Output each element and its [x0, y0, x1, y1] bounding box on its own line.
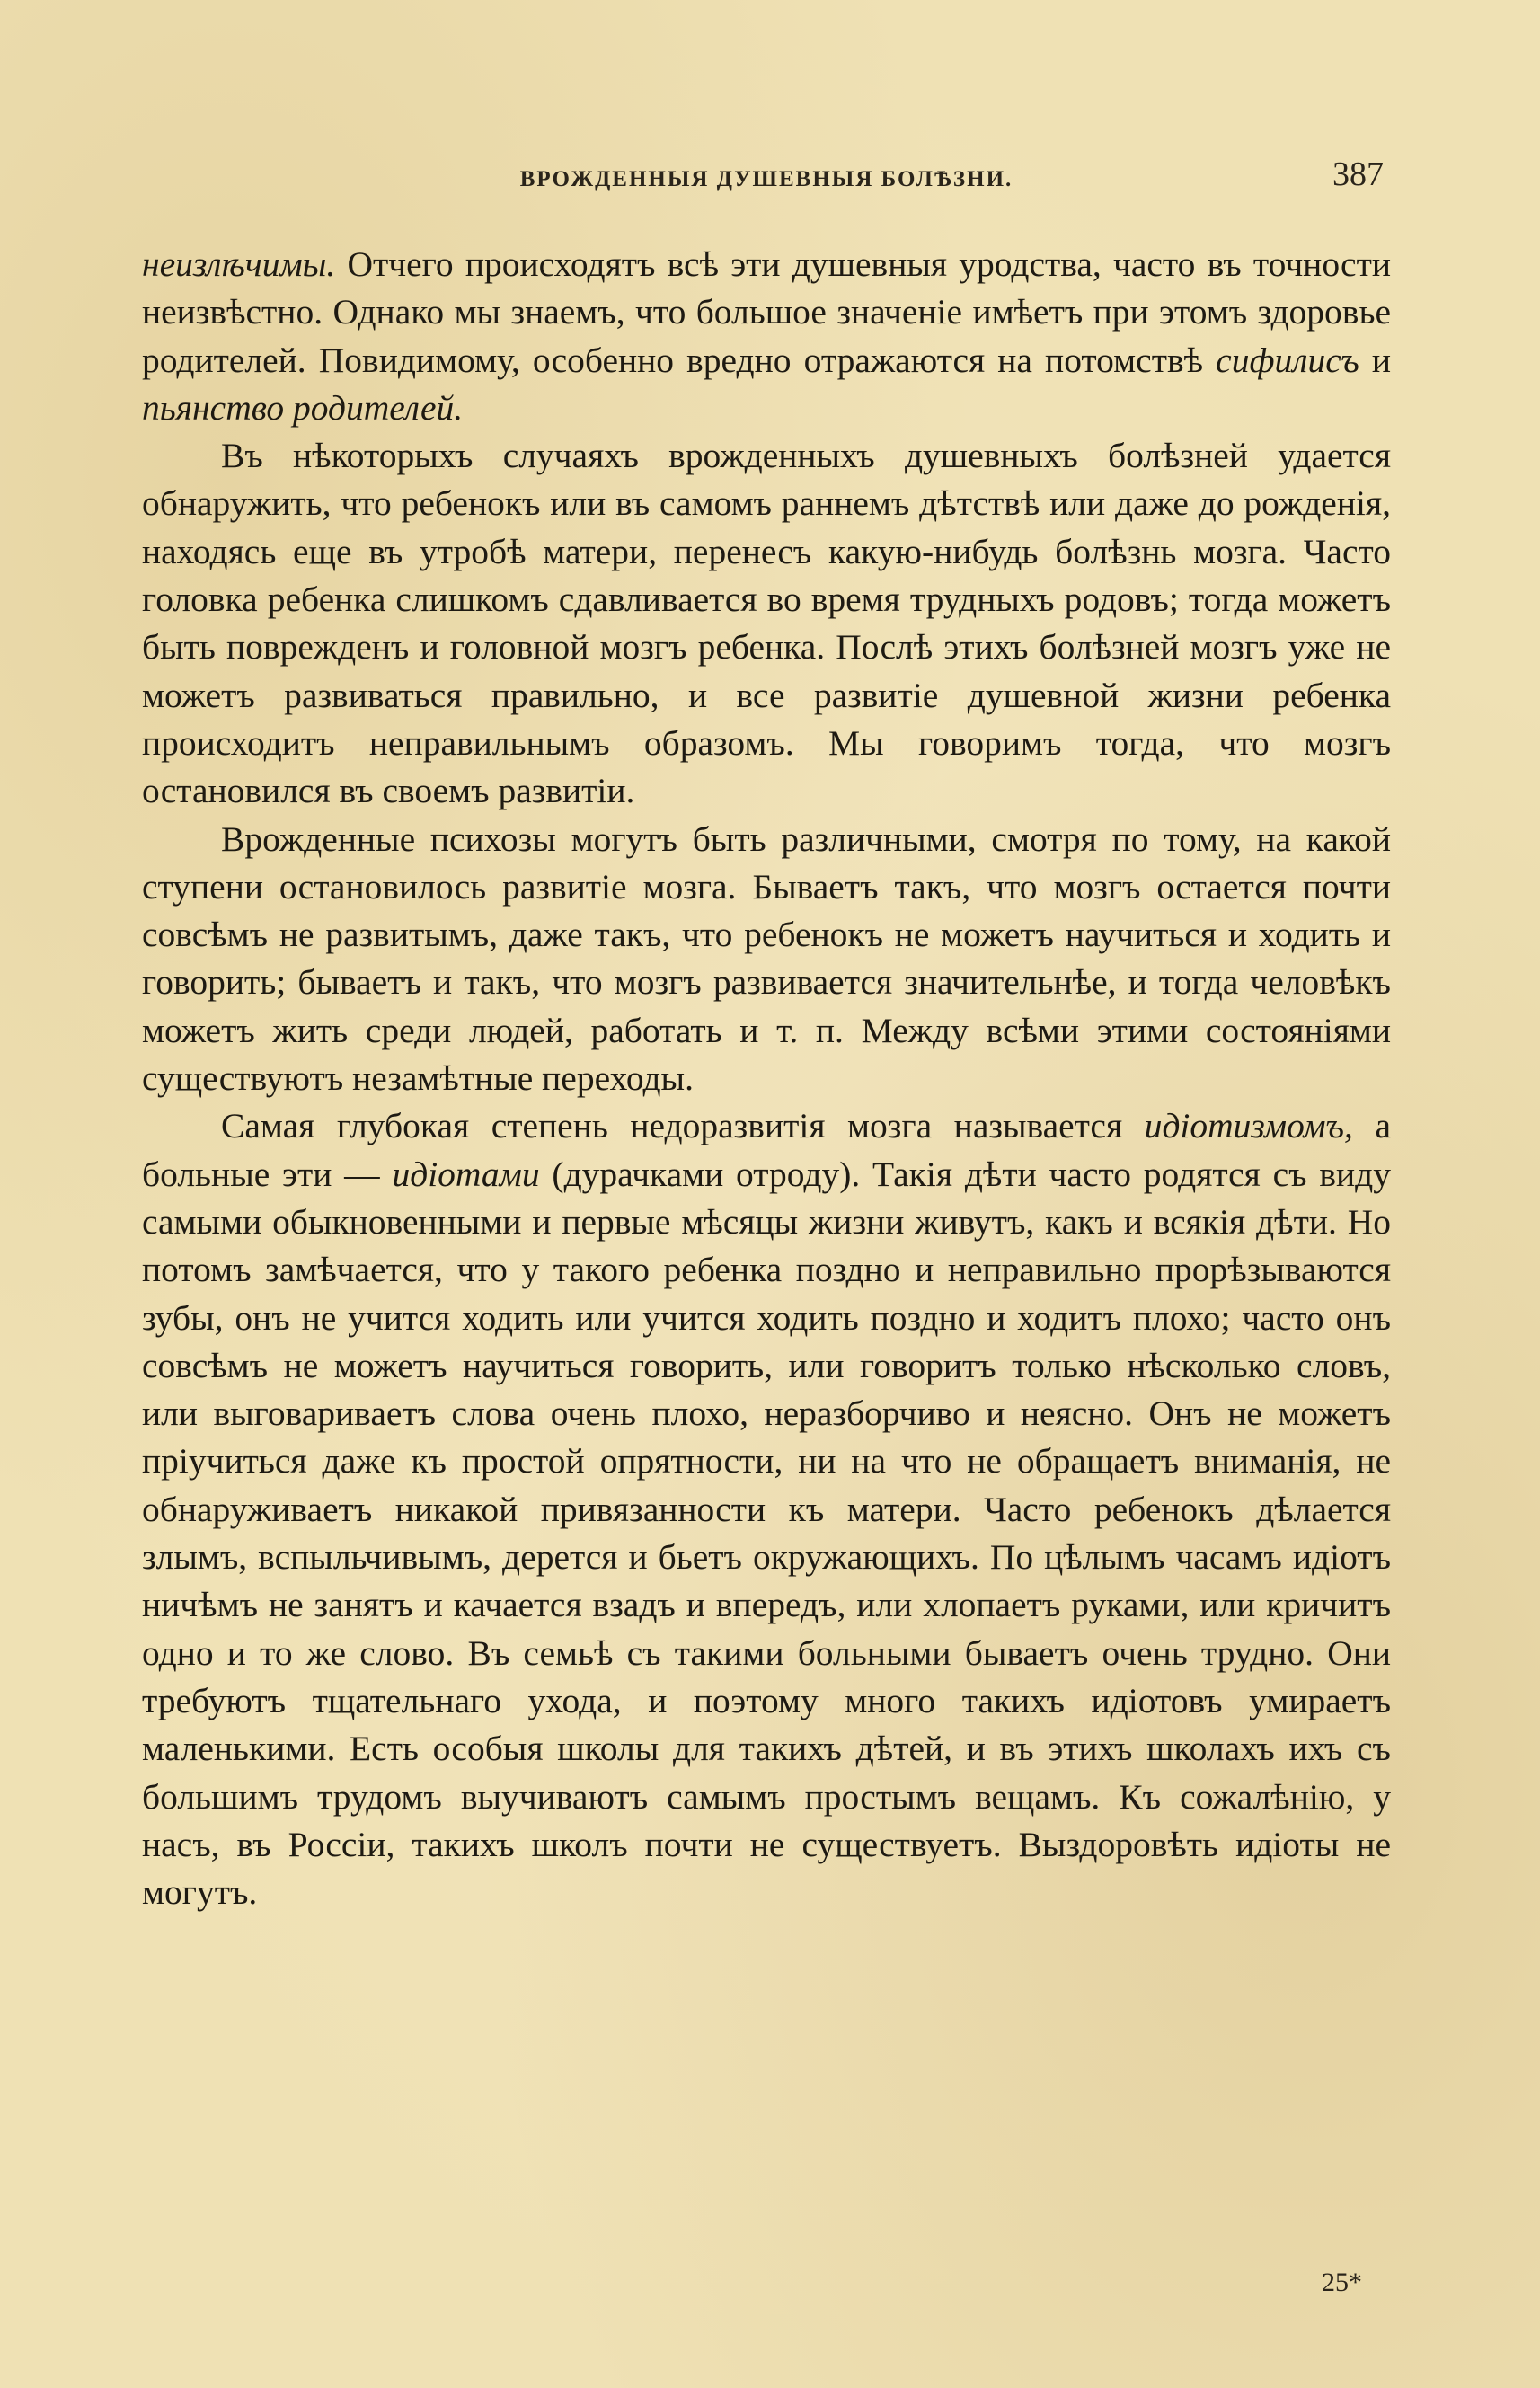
italic-text: идiотизмомъ, — [1144, 1106, 1353, 1146]
printer-signature-mark: 25* — [1322, 2268, 1362, 2297]
paragraph-text: Въ нѣкоторыхъ случаяхъ врожденныхъ душевныхъ болѣзней удается обнаружить, что ребенокъ или въ самомъ раннемъ дѣтствѣ или даже до рожденiя, находясь еще въ утробѣ матери, перенесъ какую-нибудь болѣзнь мозга. Часто головка ребенка слишкомъ сдавливается во время трудныхъ родовъ; тогда можетъ быть поврежденъ и головной мозгъ ребенка. Послѣ этихъ болѣзней мозгъ уже не можетъ развиваться правильно, и все развитiе душевной жизни ребенка происходитъ неправильнымъ образомъ. Мы говоримъ тогда, что мозгъ остановился въ своемъ развитiи. — [142, 436, 1391, 811]
italic-text: пьянство родителей. — [142, 387, 464, 428]
paragraph-text: Врожденные психозы могутъ быть различными, смотря по тому, на какой ступени остановилось развитiе мозга. Бываетъ такъ, что мозгъ остается почти совсѣмъ не развитымъ, даже такъ, что ребенокъ не можетъ научиться и ходить и говорить; бываетъ и такъ, что мозгъ развивается значительнѣе, и тогда человѣкъ можетъ жить среди людей, работать и т. п. Между всѣми этими состоянiями существуютъ незамѣтные переходы. — [142, 818, 1391, 1099]
paragraph — [142, 432, 1391, 815]
running-head — [142, 155, 1391, 199]
italic-text: идiотами — [392, 1154, 540, 1194]
page-number: 387 — [1332, 155, 1384, 193]
italic-text: неизлѣчимы. — [142, 244, 336, 284]
paragraph-text: и — [1359, 340, 1391, 380]
paragraph-text: Отчего происходятъ всѣ эти душевныя уродства, часто въ точности неизвѣстно. Однако мы знаемъ, что большое значенiе имѣетъ при этомъ здоровье родителей. Повидимому, особенно вредно отражаются на потомствѣ — [142, 244, 1391, 380]
paragraph — [142, 241, 1391, 432]
paragraph — [142, 1102, 1391, 1916]
paragraph-text: а больные эти — — [142, 1106, 1391, 1194]
italic-text: сифилисъ — [1216, 340, 1359, 380]
body-text — [142, 241, 1391, 1916]
paragraph-text: Самая глубокая степень недоразвитiя мозга называется — [221, 1106, 1145, 1146]
running-title: ВРОЖДЕННЫЯ ДУШЕВНЫЯ БОЛѢЗНИ. — [519, 167, 1013, 191]
paragraph — [142, 816, 1391, 1103]
paragraph-text: (дурачками отроду). Такiя дѣти часто родятся съ виду самыми обыкновенными и первые мѣсяцы жизни живутъ, какъ и всякiя дѣти. Но потомъ замѣчается, что у такого ребенка поздно и неправильно прорѣзываются зубы, онъ не учится ходить или учится ходить поздно и ходитъ плохо; часто онъ совсѣмъ не можетъ научиться говорить, или говоритъ только нѣсколько словъ, или выговариваетъ слова очень плохо, неразборчиво и неясно. Онъ не можетъ прiучиться даже къ простой опрятности, ни на что не обращаетъ вниманiя, не обнаруживаетъ никакой привязанности къ матери. Часто ребенокъ дѣлается злымъ, вспыльчивымъ, дерется и бьетъ окружающихъ. По цѣлымъ часамъ идiотъ ничѣмъ не занятъ и качается взадъ и впередъ, или хлопаетъ руками, или кричитъ одно и то же слово. Въ семьѣ съ такими больными бываетъ очень трудно. Они требуютъ тщательнаго ухода, и поэтому много такихъ идiотовъ умираетъ маленькими. Есть особыя школы для такихъ дѣтей, и въ этихъ школахъ ихъ съ большимъ трудомъ выучиваютъ самымъ простымъ вещамъ. Къ сожалѣнiю, у насъ, въ Россiи, такихъ школъ почти не существуетъ. Выздоровѣть идiоты не могутъ. — [142, 1154, 1391, 1913]
